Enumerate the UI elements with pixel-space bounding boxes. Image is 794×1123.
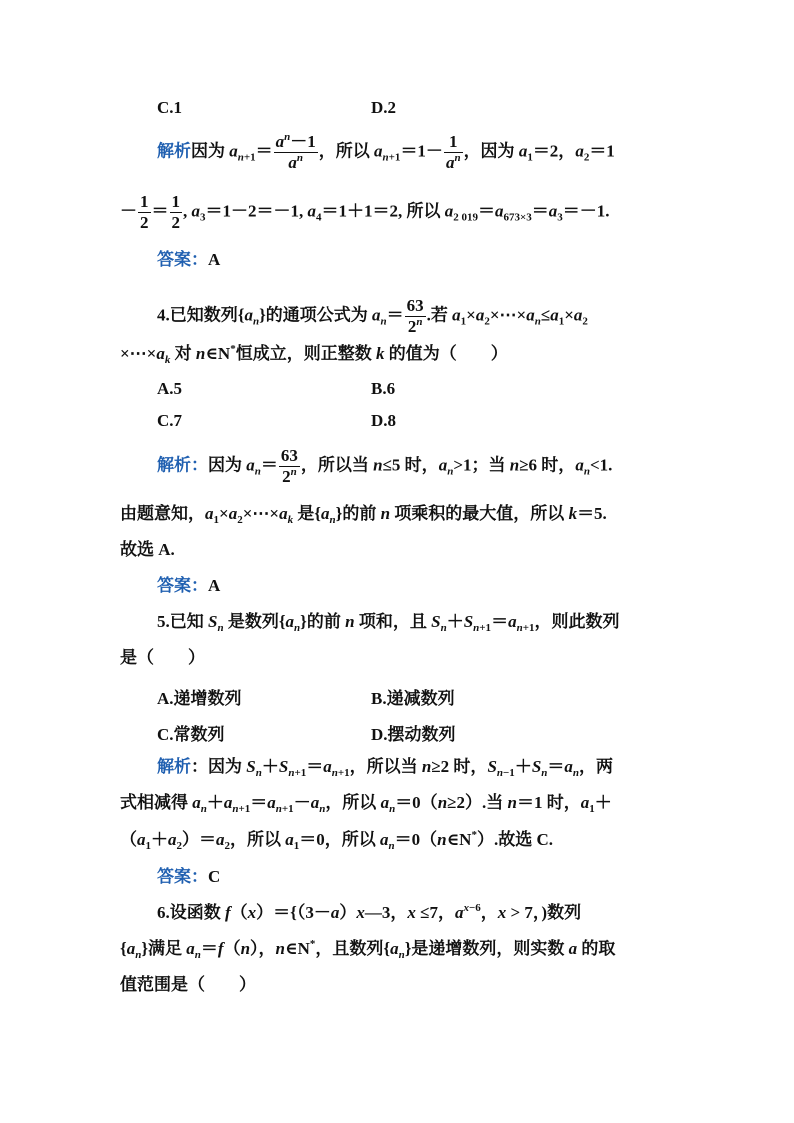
- q5-analysis-line-2: 式相减得 $a_n+a_{n+1}=a_{n+1}-a_n$，所以 $a_n=0(n\ge 2)$.当 n＝1 时，$a_1+$: [120, 793, 612, 815]
- analysis-label: 解析: [157, 141, 191, 161]
- q5-answer: 答案：C: [157, 867, 221, 886]
- q4-stem-line-1: 4.已知数列$\{a_n\}$的通项公式为 $a_n=$ $\frac{63}{2^n}$ .若 $a_1\times a_2\times\cdots\times a_n\le a_1\times a_2$: [157, 296, 588, 336]
- q5-stem-line-1: 5.已知 $S_n$ 是数列$\{a_n\}$的前 n 项和，且 $S_n+S_{n+1}=a_{n+1}$，则此数列: [157, 612, 620, 634]
- q4-answer: 答案：A: [157, 576, 221, 595]
- q5-analysis-line-1: 解析：因为 $S_n+S_{n+1}=a_{n+1}$，所以当 n≥2 时，$S_{n-1}+S_n=a_n$，两: [157, 757, 614, 779]
- q4-option-c: C.7: [157, 411, 183, 430]
- option-d: D.2: [371, 98, 397, 117]
- q5-option-a: A.递增数列: [157, 689, 242, 708]
- q5-option-b: B.递减数列: [371, 689, 455, 708]
- q6-stem-line-1: 6.设函数 f（x）＝{（3－a）x—3，x ≤7，$a^{x-6}$，x > 7，)数列: [157, 902, 582, 922]
- q4-stem-line-2: $\times\cdots\times a_k$ 对 n∈N*恒成立，则正整数 k 的值为（ ）: [120, 343, 508, 366]
- q3-answer: 答案：A: [157, 250, 221, 269]
- q4-option-b: B.6: [371, 379, 396, 398]
- q3-analysis-line-2: － $\frac{1}{2}$ ＝ $\frac{1}{2}$ , $a_3=1-2=-1$, $a_4=1+1=2$, 所以 $a_{2 019}=a_{673\times 3}=a_3=-1$.: [120, 192, 610, 232]
- q4-analysis-line-1: 解析：因为 $a_n=$ $\frac{63}{2^n}$ ，所以当 n≤5 时，$a_n>1$；当 n≥6 时，$a_n<1$.: [157, 446, 613, 486]
- q4-option-d: D.8: [371, 411, 397, 430]
- q5-analysis-line-3: $(a_1+a_2)=a_2$，所以 $a_1=0$，所以 $a_n=0(n\in N^*)$.故选 C.: [120, 829, 553, 852]
- q6-stem-line-2: $\{a_n\}$满足 $a_n=f(n)$，n∈N*，且数列$\{a_n\}$是递增数列，则实数 a 的取: [120, 938, 616, 961]
- option-c: C.1: [157, 98, 183, 117]
- q4-analysis-line-3: 故选 A.: [120, 540, 175, 559]
- q6-stem-line-3: 值范围是（ ）: [120, 975, 256, 994]
- q4-option-a: A.5: [157, 379, 183, 398]
- q5-option-d: D.摆动数列: [371, 725, 456, 744]
- q3-analysis-line-1: 解析因为 $a_{n+1}=$ $\frac{a^n-1}{a^n}$ ，所以 $a_{n+1}=1-$ $\frac{1}{a^n}$ ，因为 $a_1=2$，$a_2=1$: [157, 131, 615, 172]
- q5-stem-line-2: 是（ ）: [120, 648, 205, 667]
- q4-analysis-line-2: 由题意知，$a_1\times a_2\times\cdots\times a_k$ 是$\{a_n\}$的前 n 项乘积的最大值，所以 k＝5.: [120, 504, 607, 526]
- q5-option-c: C.常数列: [157, 725, 225, 744]
